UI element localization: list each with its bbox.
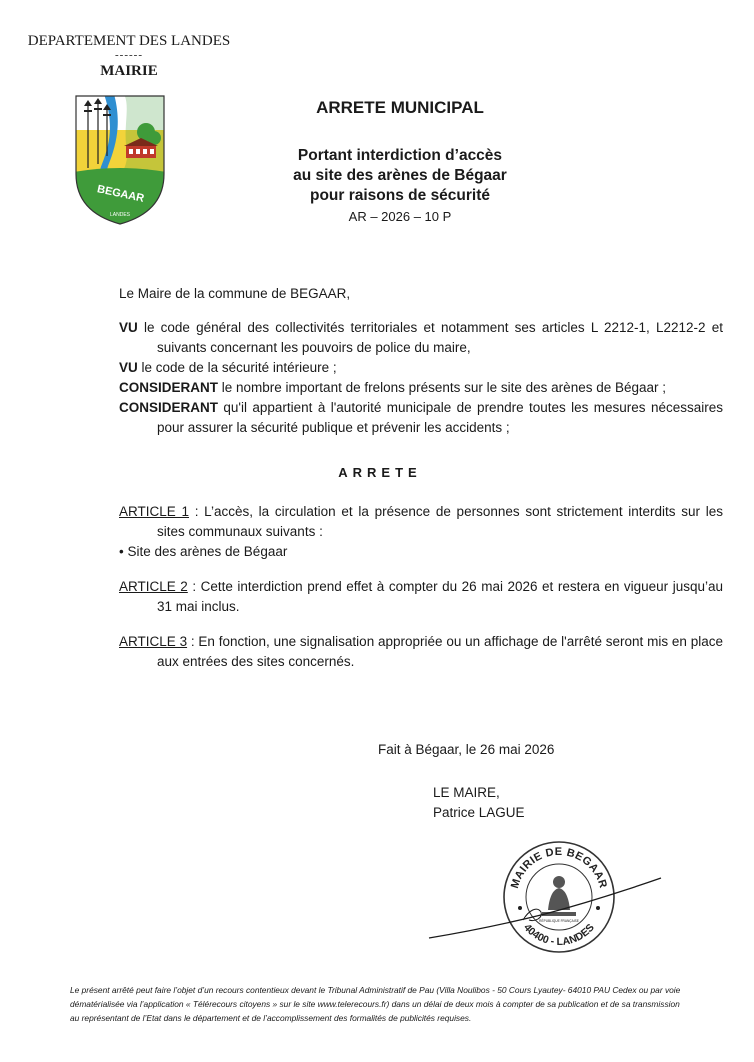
stamp-bottom-text: 40400 - LANDES: [521, 921, 597, 949]
article-label: ARTICLE 2: [119, 579, 188, 594]
article-2: [119, 577, 723, 617]
article-3: [119, 632, 723, 672]
recital-text: le nombre important de frelons présents sur le site des arènes de Bégaar ;: [218, 380, 667, 395]
department-header: [24, 33, 234, 80]
subtitle-line: Portant interdiction d’accès: [297, 147, 503, 164]
document-title: ARRETE MUNICIPAL: [316, 98, 484, 117]
recital-keyword: CONSIDERANT: [119, 380, 219, 395]
intro-line: Le Maire de la commune de BEGAAR,: [119, 286, 351, 301]
place-date: Fait à Bégaar, le 26 mai 2026: [378, 742, 555, 757]
recital-item: [119, 358, 685, 378]
article-text: : Cette interdiction prend effet à compter du 26 mai 2026 et restera en vigueur jusqu’au 31 mai inclus.: [157, 579, 723, 614]
mairie-label: MAIRIE: [100, 63, 158, 79]
arrete-heading: ARRETE: [338, 465, 422, 480]
recital-item: [119, 398, 723, 438]
crest-subname: LANDES: [109, 212, 131, 218]
crest-name: BEGAAR: [96, 183, 146, 205]
article-label: ARTICLE 1: [119, 504, 189, 519]
article-text: : En fonction, une signalisation appropriée ou un affichage de l'arrêté seront mis en place aux entrées des sites concernés.: [157, 634, 723, 669]
recital-keyword: VU: [119, 360, 138, 375]
bullet-item: • Site des arènes de Bégaar: [119, 544, 288, 559]
recital-text: le code général des collectivités territoriales et notamment ses articles L 2212-1, L2212-2 et suivants concernant les pouvoirs de police du maire,: [137, 320, 723, 355]
legal-footer-notice: Le présent arrêté peut faire l’objet d’un recours contentieux devant le Tribunal Administratif de Pau (Villa Noulibos - 50 Cours Lyautey- 64010 PAU Cedex ou par voie dématérialisée via l’application « Télérecours citoyens » sur le site www.telerecours.fr) dans un délai de deux mois à compter de sa publication et de sa transmission au représentant de l’Etat dans le département et de l’accomplissement des formalités de publicités requises.: [70, 985, 681, 1023]
subtitle-line: au site des arènes de Bégaar: [293, 167, 507, 184]
article-text: : L’accès, la circulation et la présence de personnes sont strictement interdits sur les sites communaux suivants :: [157, 504, 723, 539]
stamp-inner-text: RÉPUBLIQUE FRANÇAISE: [539, 919, 579, 923]
reference-number: AR – 2026 – 10 P: [348, 209, 452, 224]
article-1: [119, 502, 723, 542]
article-label: ARTICLE 3: [119, 634, 188, 649]
begaar-crest-logo: [74, 94, 166, 226]
recital-item: [119, 318, 723, 358]
recital-text: le code de la sécurité intérieure ;: [137, 360, 337, 375]
recital-item: [119, 378, 685, 398]
department-name: DEPARTEMENT DES LANDES: [27, 33, 231, 49]
recital-keyword: VU: [119, 320, 138, 335]
mayor-block: [433, 783, 525, 823]
subtitle-line: pour raisons de sécurité: [309, 187, 491, 204]
document-subtitle: [250, 146, 550, 206]
mayor-name: Patrice LAGUE: [433, 805, 525, 820]
stamp-top-text: MAIRIE DE BEGAAR: [508, 845, 610, 890]
mayor-signature: [425, 860, 665, 950]
mayor-role: LE MAIRE,: [433, 785, 500, 800]
recital-keyword: CONSIDERANT: [119, 400, 219, 415]
header-separator: ------: [115, 49, 143, 61]
recital-text: qu'il appartient à l'autorité municipale de prendre toutes les mesures nécessaires pour assurer la sécurité publique et prévenir les accidents ;: [157, 400, 723, 435]
